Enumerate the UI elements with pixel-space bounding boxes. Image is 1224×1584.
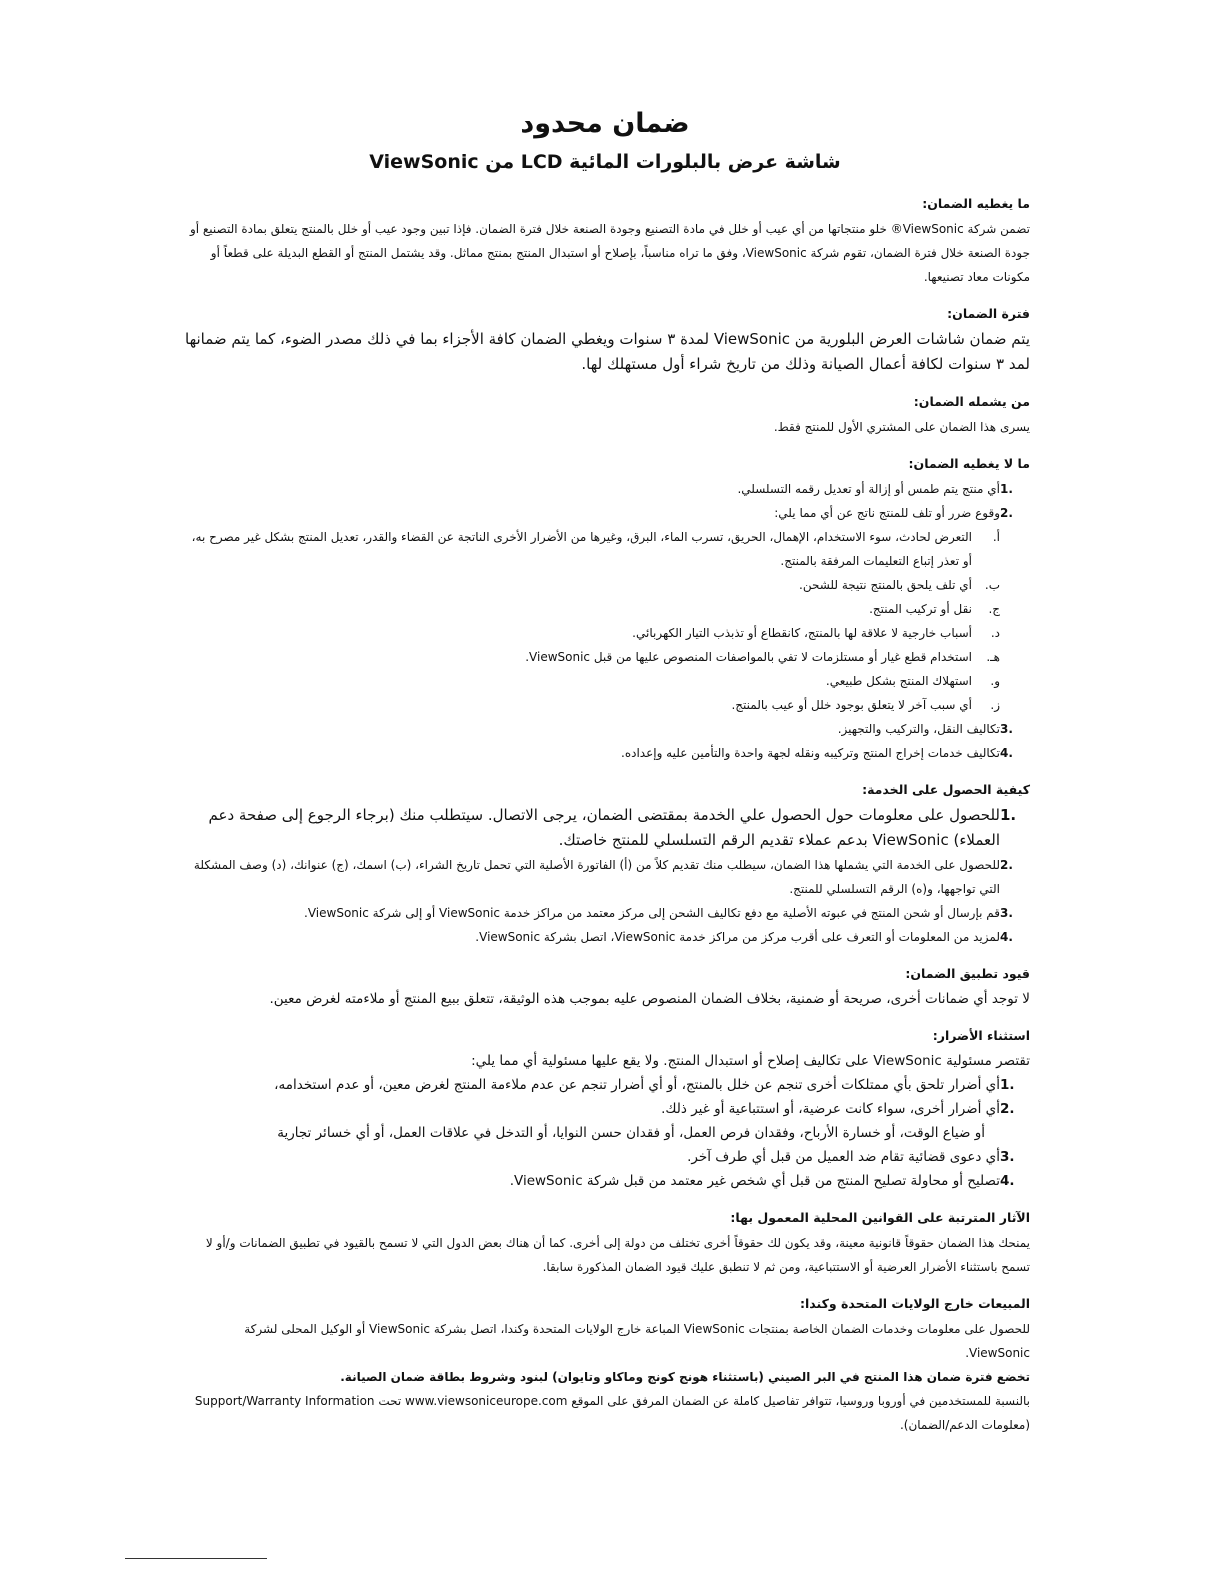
item-number: 2. <box>1000 858 1013 872</box>
section-heading: قيود تطبيق الضمان: <box>905 966 1030 981</box>
item-number: 4. <box>1000 1173 1015 1189</box>
sub-list-item <box>180 669 1000 693</box>
item-text: التعرض لحادث، سوء الاستخدام، الإهمال، الحريق، تسرب الماء، البرق، وغيرها من الأضرار الأخرى الناتجة عن القضاء والقدر، تعديل المنتج بشكل غير مصرح به، أو تعذر إتباع التعليمات المرفقة بالمنتج. <box>191 530 972 568</box>
list-continuation <box>180 1121 1030 1145</box>
item-number: 4. <box>1000 746 1013 760</box>
warranty-document <box>180 108 1030 1451</box>
item-text: نقل أو تركيب المنتج. <box>869 602 972 616</box>
list-item <box>180 501 1030 525</box>
item-text: أي منتج يتم طمس أو إزالة أو تعديل رقمه التسلسلي. <box>737 482 1000 496</box>
sub-list-item <box>180 621 1000 645</box>
item-text: أي دعوى قضائية تقام ضد العميل من قبل أي طرف آخر. <box>687 1149 1000 1165</box>
item-number: 1. <box>1000 1077 1015 1093</box>
item-text: للحصول على معلومات حول الحصول علي الخدمة بمقتضى الضمان، يرجى الاتصال. سيتطلب منك (برجاء الرجوع إلى صفحة دعم العملاء) ViewSonic بدعم عملاء تقديم الرقم التسلسلي للمنتج خاصتك. <box>208 806 1000 849</box>
item-number: 2. <box>1000 506 1013 520</box>
page-subtitle: شاشة عرض بالبلورات المائية LCD من ViewSonic <box>369 151 841 173</box>
item-number: 3. <box>1000 1149 1015 1165</box>
service-list <box>180 803 1030 949</box>
item-number: د. <box>990 626 1000 640</box>
item-number: أ. <box>992 530 1000 544</box>
section-limits <box>180 963 1030 1011</box>
section-text: يمنحك هذا الضمان حقوقاً قانونية معينة، وقد يكون لك حقوقاً أخرى تختلف من دولة إلى أخرى. كما أن هناك بعض الدول التي لا تسمح بالقيود في تطبيق الضمانات و/أو لا تسمح باستثناء الأضرار العرضية أو الاستتباعية، ومن ثم لا تنطبق عليك قيود الضمان المذكورة سابقا. <box>205 1236 1030 1274</box>
item-text: استهلاك المنتج بشكل طبيعي. <box>825 674 972 688</box>
list-item <box>180 1169 1030 1193</box>
sub-list-item <box>180 525 1000 573</box>
section-who <box>180 391 1030 439</box>
china-note: تخضع فترة ضمان هذا المنتج في البر الصيني (باستثناء هونج كونج وماكاو وتايوان) لبنود وشروط بطاقة ضمان الصيانة. <box>340 1370 1030 1384</box>
page-title: ضمان محدود <box>520 108 690 139</box>
section-heading: من يشمله الضمان: <box>913 394 1030 409</box>
not-covered-list <box>180 477 1030 765</box>
list-item <box>180 477 1030 501</box>
item-number: ب. <box>984 578 1000 592</box>
item-text: لمزيد من المعلومات أو التعرف على أقرب مركز من مراكز خدمة ViewSonic، اتصل بشركة ViewSonic. <box>475 930 1000 944</box>
item-text: أي أضرار تلحق بأي ممتلكات أخرى تنجم عن خلل بالمنتج، أو أي أضرار تنجم عن عدم ملاءمة المنتج لغرض معين، أو عدم استخدامه، <box>274 1077 1000 1093</box>
item-number: 1. <box>1000 806 1017 824</box>
item-number: 3. <box>1000 722 1013 736</box>
section-text: لا توجد أي ضمانات أخرى، صريحة أو ضمنية، بخلاف الضمان المنصوص عليه بموجب هذه الوثيقة، تتعلق ببيع المنتج أو ملاءمته لغرض معين. <box>269 991 1030 1007</box>
item-text: أي سبب آخر لا يتعلق بوجود خلل أو عيب بالمنتج. <box>731 698 972 712</box>
sub-list-item <box>180 597 1000 621</box>
damages-list <box>180 1073 1030 1193</box>
sub-list-item <box>180 573 1000 597</box>
section-covered <box>180 193 1030 289</box>
section-outside <box>180 1293 1030 1437</box>
sub-list <box>180 525 1000 717</box>
section-heading: ما لا يغطيه الضمان: <box>908 456 1030 471</box>
list-item <box>180 901 1030 925</box>
item-number: و. <box>990 674 1000 688</box>
item-number: 2. <box>1000 1101 1015 1117</box>
item-text: للحصول على الخدمة التي يشملها هذا الضمان، سيطلب منك تقديم كلاً من (أ) الفاتورة الأصلية التي تحمل تاريخ الشراء، (ب) اسمك، (ج) عنوانك، (د) وصف المشكلة التي تواجهها، و(ه) الرقم التسلسلي للمنتج. <box>193 858 1000 896</box>
list-item <box>180 803 1030 853</box>
europe-note: بالنسبة للمستخدمين في أوروبا وروسيا، تتوافر تفاصيل كاملة عن الضمان المرفق على الموقع www.viewsoniceurope.com تحت Support/Warranty Information (معلومات الدعم/الضمان). <box>194 1394 1030 1432</box>
section-heading: استثناء الأضرار: <box>932 1028 1030 1043</box>
item-text: تصليح أو محاولة تصليح المنتج من قبل أي شخص غير معتمد من قبل شركة ViewSonic. <box>509 1173 1000 1189</box>
section-intro: تقتصر مسئولية ViewSonic على تكاليف إصلاح أو استبدال المنتج. ولا يقع عليها مسئولية أي مما يلي: <box>471 1053 1030 1069</box>
section-damages <box>180 1025 1030 1193</box>
section-text: تضمن شركة ViewSonic® خلو منتجاتها من أي عيب أو خلل في مادة التصنيع وجودة الصنعة خلال فترة الضمان. فإذا تبين وجود عيب أو خلل بالمنتج يتعلق بمادة التصنيع أو جودة الصنعة خلال فترة الضمان، تقوم شركة ViewSonic، وفق ما تراه مناسباً، بإصلاح أو استبدال المنتج بمنتج مماثل. وقد يشتمل المنتج أو القطع البديلة على قطعاً أو مكونات معاد تصنيعها. <box>189 222 1030 284</box>
section-heading: فترة الضمان: <box>947 306 1030 321</box>
list-item <box>180 925 1030 949</box>
list-item <box>180 741 1030 765</box>
item-text: قم بإرسال أو شحن المنتج في عبوته الأصلية مع دفع تكاليف الشحن إلى مركز معتمد من مراكز خدمة ViewSonic أو إلى شركة ViewSonic. <box>304 906 1000 920</box>
item-text: أي أضرار أخرى، سواء كانت عرضية، أو استتباعية أو غير ذلك. <box>661 1101 1000 1117</box>
list-item <box>180 1097 1030 1121</box>
item-number: هـ. <box>986 650 1000 664</box>
sub-list-item <box>180 693 1000 717</box>
item-text: تكاليف النقل، والتركيب والتجهيز. <box>837 722 1000 736</box>
list-item <box>180 1073 1030 1097</box>
section-heading: الآثار المترتبة على القوانين المحلية المعمول بها: <box>730 1210 1030 1225</box>
item-number: 1. <box>1000 482 1013 496</box>
item-text: تكاليف خدمات إخراج المنتج وتركيبه ونقله لجهة واحدة والتأمين عليه وإعداده. <box>621 746 1000 760</box>
item-number: ج. <box>988 602 1000 616</box>
item-text: أي تلف يلحق بالمنتج نتيجة للشحن. <box>799 578 972 592</box>
list-item <box>180 717 1030 741</box>
section-text: يسرى هذا الضمان على المشتري الأول للمنتج فقط. <box>773 420 1030 434</box>
item-text: استخدام قطع غيار أو مستلزمات لا تفي بالمواصفات المنصوص عليها من قبل ViewSonic. <box>525 650 972 664</box>
section-text: للحصول على معلومات وخدمات الضمان الخاصة بمنتجات ViewSonic المباعة خارج الولايات المتحدة وكندا، اتصل بشركة ViewSonic أو الوكيل المحلى لشركة ViewSonic. <box>244 1322 1030 1360</box>
section-heading: ما يغطيه الضمان: <box>922 196 1030 211</box>
section-heading: المبيعات خارج الولايات المتحدة وكندا: <box>800 1296 1030 1311</box>
section-text: يتم ضمان شاشات العرض البلورية من ViewSonic لمدة ٣ سنوات ويغطي الضمان كافة الأجزاء بما في ذلك مصدر الضوء، كما يتم ضمانها لمد ٣ سنوات لكافة أعمال الصيانة وذلك من تاريخ شراء أول مستهلك لها. <box>185 330 1030 373</box>
list-item <box>180 1145 1030 1169</box>
section-heading: كيفية الحصول على الخدمة: <box>862 782 1030 797</box>
continuation-text: أو ضياع الوقت، أو خسارة الأرباح، وفقدان فرص العمل، أو فقدان حسن النوايا، أو التدخل في علاقات العمل، أو أي خسائر تجارية <box>277 1125 985 1141</box>
section-period <box>180 303 1030 377</box>
item-number: 3. <box>1000 906 1013 920</box>
item-text: وقوع ضرر أو تلف للمنتج ناتج عن أي مما يلي: <box>774 506 1000 520</box>
item-number: 4. <box>1000 930 1013 944</box>
section-service <box>180 779 1030 949</box>
list-item <box>180 853 1030 901</box>
item-text: أسباب خارجية لا علاقة لها بالمنتج، كانقطاع أو تذبذب التيار الكهربائي. <box>632 626 972 640</box>
footnote-divider <box>125 1558 267 1559</box>
item-number: ز. <box>990 698 1000 712</box>
sub-list-container <box>180 525 1030 717</box>
sub-list-item <box>180 645 1000 669</box>
section-not-covered <box>180 453 1030 765</box>
section-state-law <box>180 1207 1030 1279</box>
